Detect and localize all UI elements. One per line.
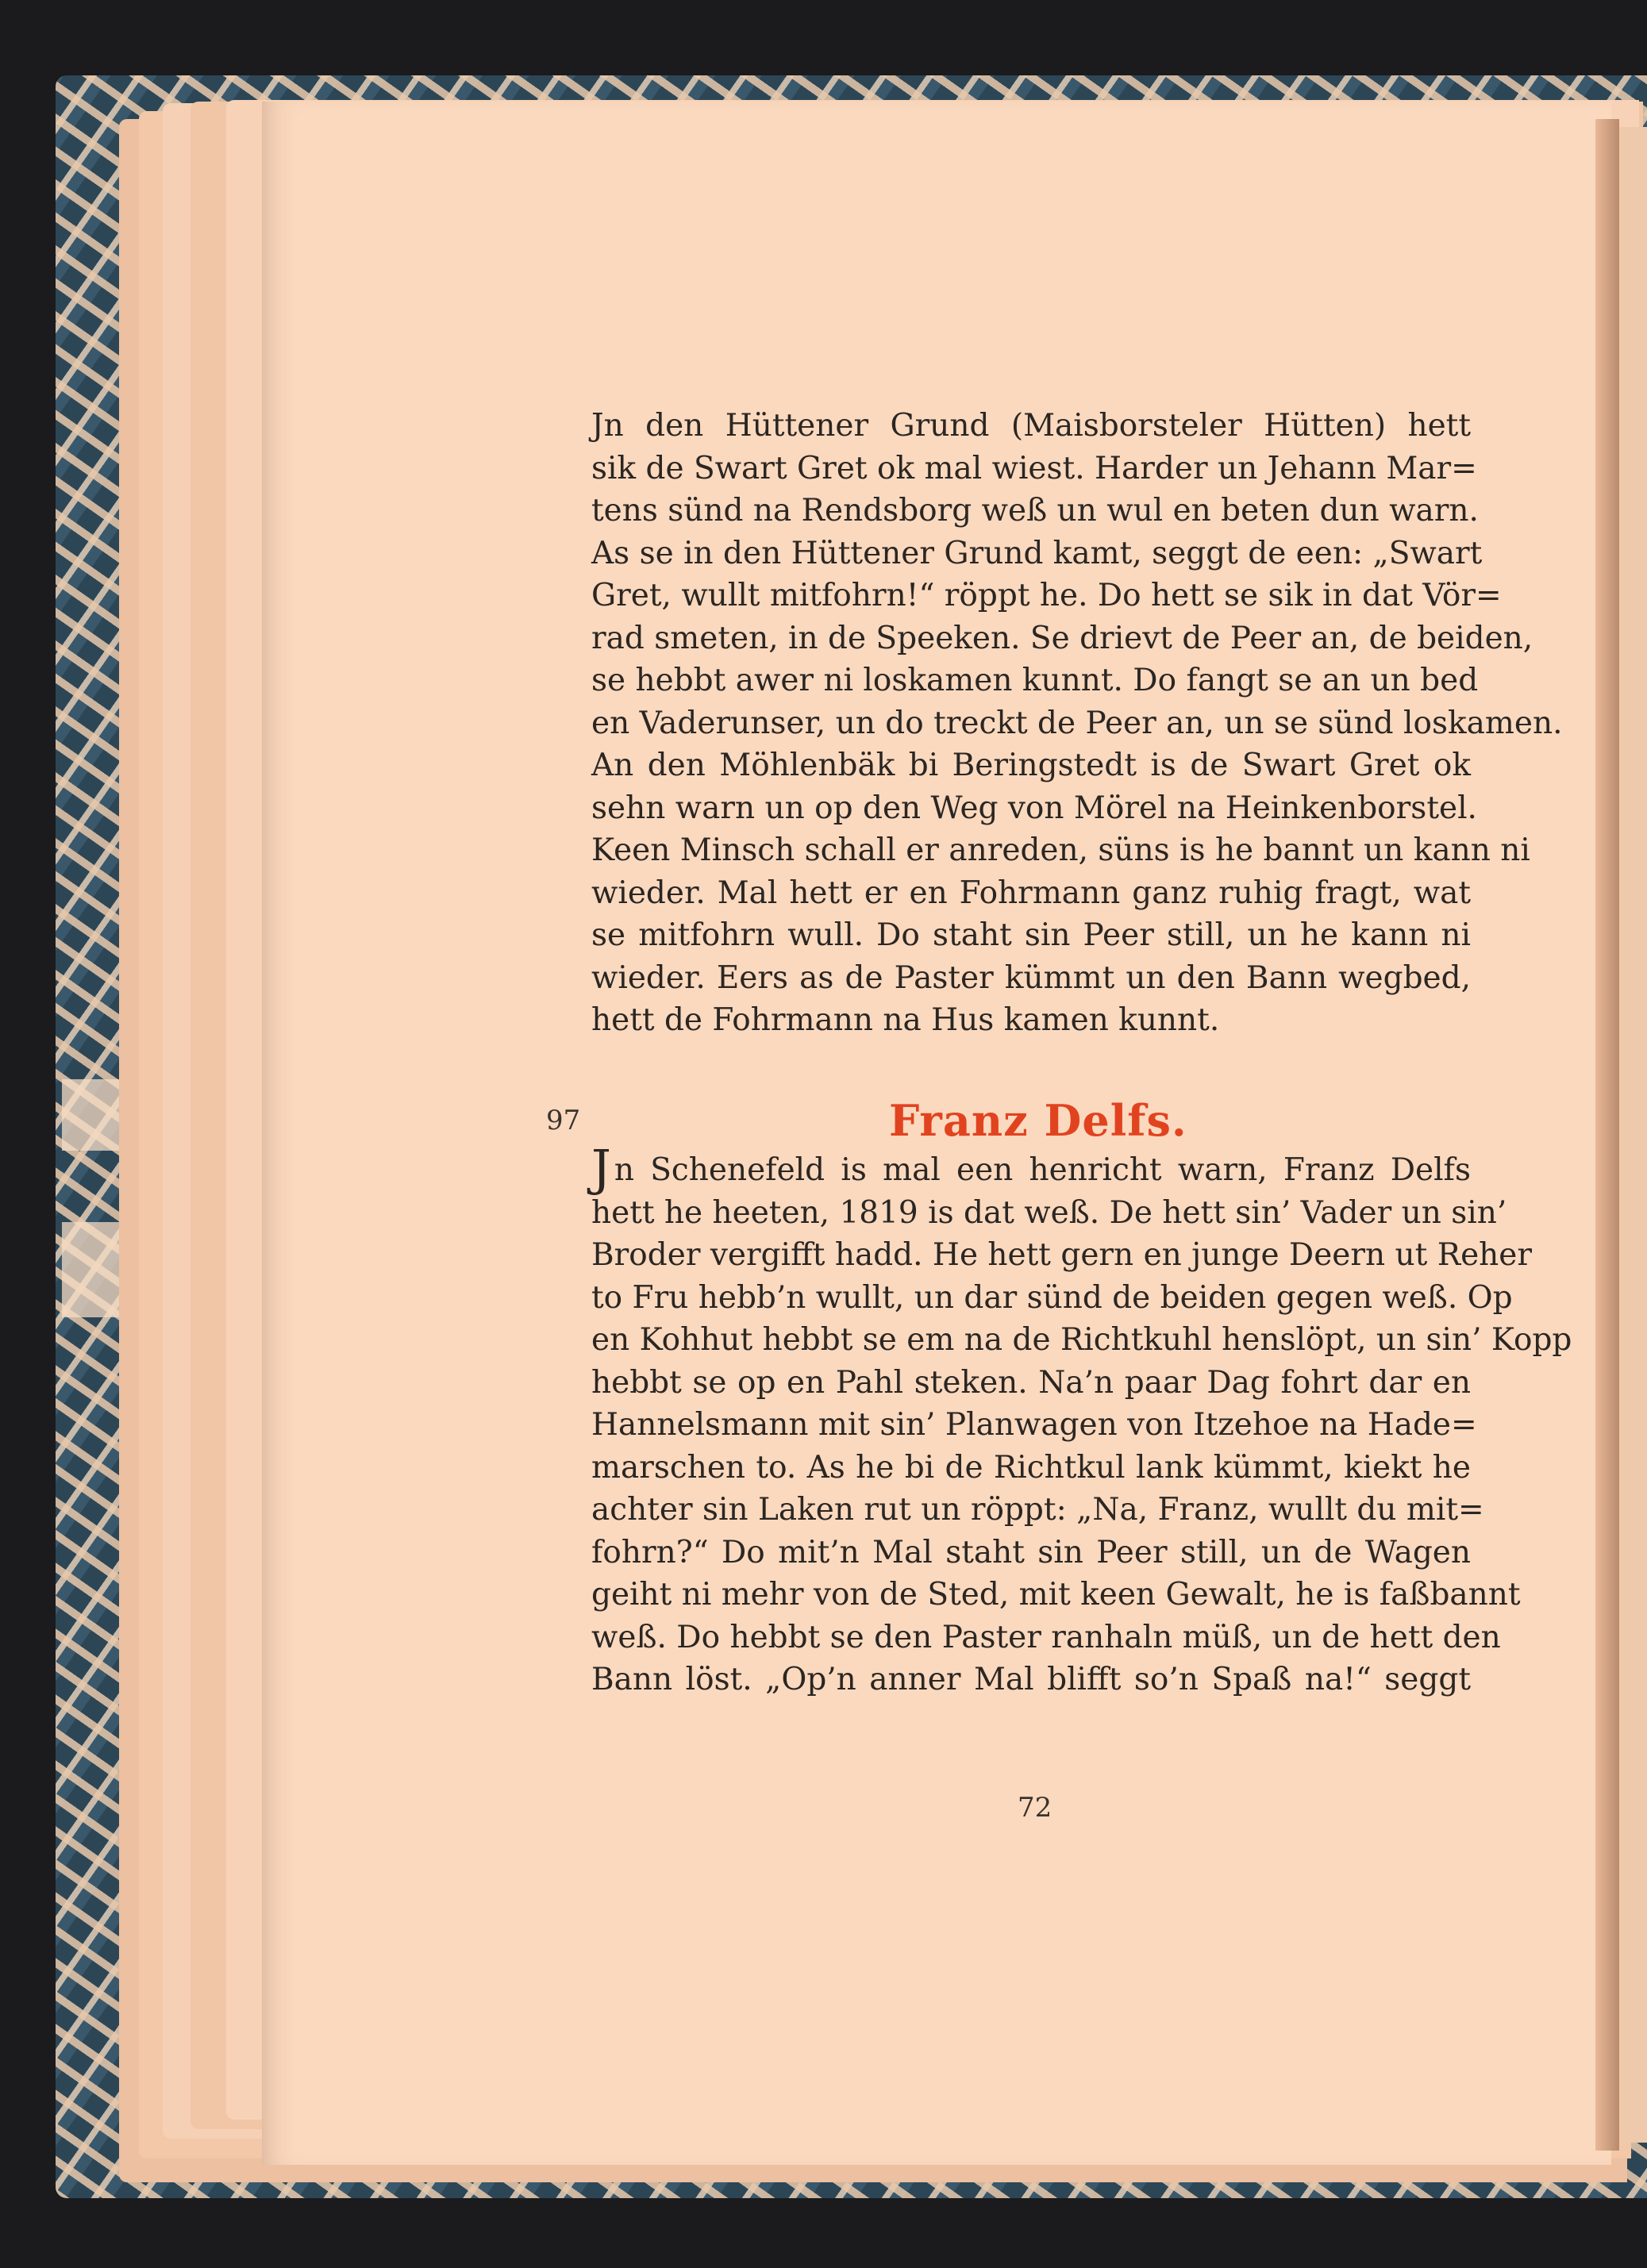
- text-line: An den Möhlenbäk bi Beringstedt is de Swart Gret ok: [591, 748, 1471, 783]
- text-line: Keen Minsch schall er anreden, süns is he bannt un kann ni: [591, 832, 1530, 868]
- text-line: [591, 1139, 1471, 1197]
- paragraph-swart-gret: [591, 405, 1563, 1042]
- text-line: Hannelsmann mit sin’ Planwagen von Itzehoe na Hade=: [591, 1407, 1477, 1443]
- text-line: fohrn?“ Do mit’n Mal staht sin Peer still, un de Wagen: [591, 1534, 1471, 1570]
- text-line: Gret, wullt mitfohrn!“ röppt he. Do hett se sik in dat Vör=: [591, 578, 1502, 613]
- text-line: wieder. Eers as de Paster kümmt un den Bann wegbed,: [591, 959, 1471, 996]
- gutter-shadow: [1595, 119, 1619, 2151]
- text-line: hett de Fohrmann na Hus kamen kunnt.: [591, 1002, 1220, 1038]
- text-line: weß. Do hebbt se den Paster ranhaln müß, un de hett den: [591, 1619, 1501, 1655]
- text-line-rest: n Schenefeld is mal een henricht warn, Franz Delfs: [614, 1152, 1471, 1188]
- text-line: se hebbt awer ni loskamen kunnt. Do fangt se an un bed: [591, 663, 1479, 698]
- text-line: geiht ni mehr von de Sted, mit keen Gewalt, he is faßbannt: [591, 1577, 1521, 1613]
- text-line: rad smeten, in de Speeken. Se drievt de Peer an, de beiden,: [591, 620, 1533, 656]
- text-line: Broder vergifft hadd. He hett gern en junge Deern ut Reher: [591, 1237, 1532, 1273]
- text-line: to Fru hebb’n wullt, un dar sünd de beiden gegen weß. Op: [591, 1279, 1513, 1316]
- text-line: marschen to. As he bi de Richtkul lank kümmt, kiekt he: [591, 1449, 1471, 1486]
- text-line: Jn den Hüttener Grund (Maisborsteler Hütten) hett: [591, 408, 1471, 444]
- text-line: hett he heeten, 1819 is dat weß. De hett sin’ Vader un sin’: [591, 1194, 1507, 1231]
- text-line: tens sünd na Rendsborg weß un wul en beten dun warn.: [591, 493, 1479, 529]
- page-number: 72: [1018, 1792, 1052, 1824]
- margin-number: 97: [546, 1105, 581, 1136]
- text-line: hebbt se op en Pahl steken. Na’n paar Dag fohrt dar en: [591, 1364, 1471, 1401]
- paragraph-franz-delfs: [591, 1139, 1572, 1701]
- text-line: se mitfohrn wull. Do staht sin Peer still, un he kann ni: [591, 917, 1471, 953]
- text-line: en Vaderunser, un do treckt de Peer an, un se sünd loskamen.: [591, 705, 1563, 741]
- text-line: en Kohhut hebbt se em na de Richtkuhl henslöpt, un sin’ Kopp: [591, 1322, 1572, 1358]
- text-line: sik de Swart Gret ok mal wiest. Harder un Jehann Mar=: [591, 450, 1477, 486]
- section-heading: Franz Delfs.: [889, 1095, 1187, 1146]
- facing-page-edge: [1619, 127, 1647, 2143]
- text-line: Bann löst. „Op’n anner Mal blifft so’n Spaß na!“ seggt: [591, 1662, 1471, 1697]
- text-line: sehn warn un op den Weg von Mörel na Heinkenborstel.: [591, 790, 1477, 826]
- text-line: As se in den Hüttener Grund kamt, seggt de een: „Swart: [591, 535, 1483, 571]
- drop-cap: J: [591, 1139, 611, 1197]
- text-line: wieder. Mal hett er en Fohrmann ganz ruhig fragt, wat: [591, 875, 1471, 911]
- text-line: achter sin Laken rut un röppt: „Na, Franz, wullt du mit=: [591, 1492, 1484, 1528]
